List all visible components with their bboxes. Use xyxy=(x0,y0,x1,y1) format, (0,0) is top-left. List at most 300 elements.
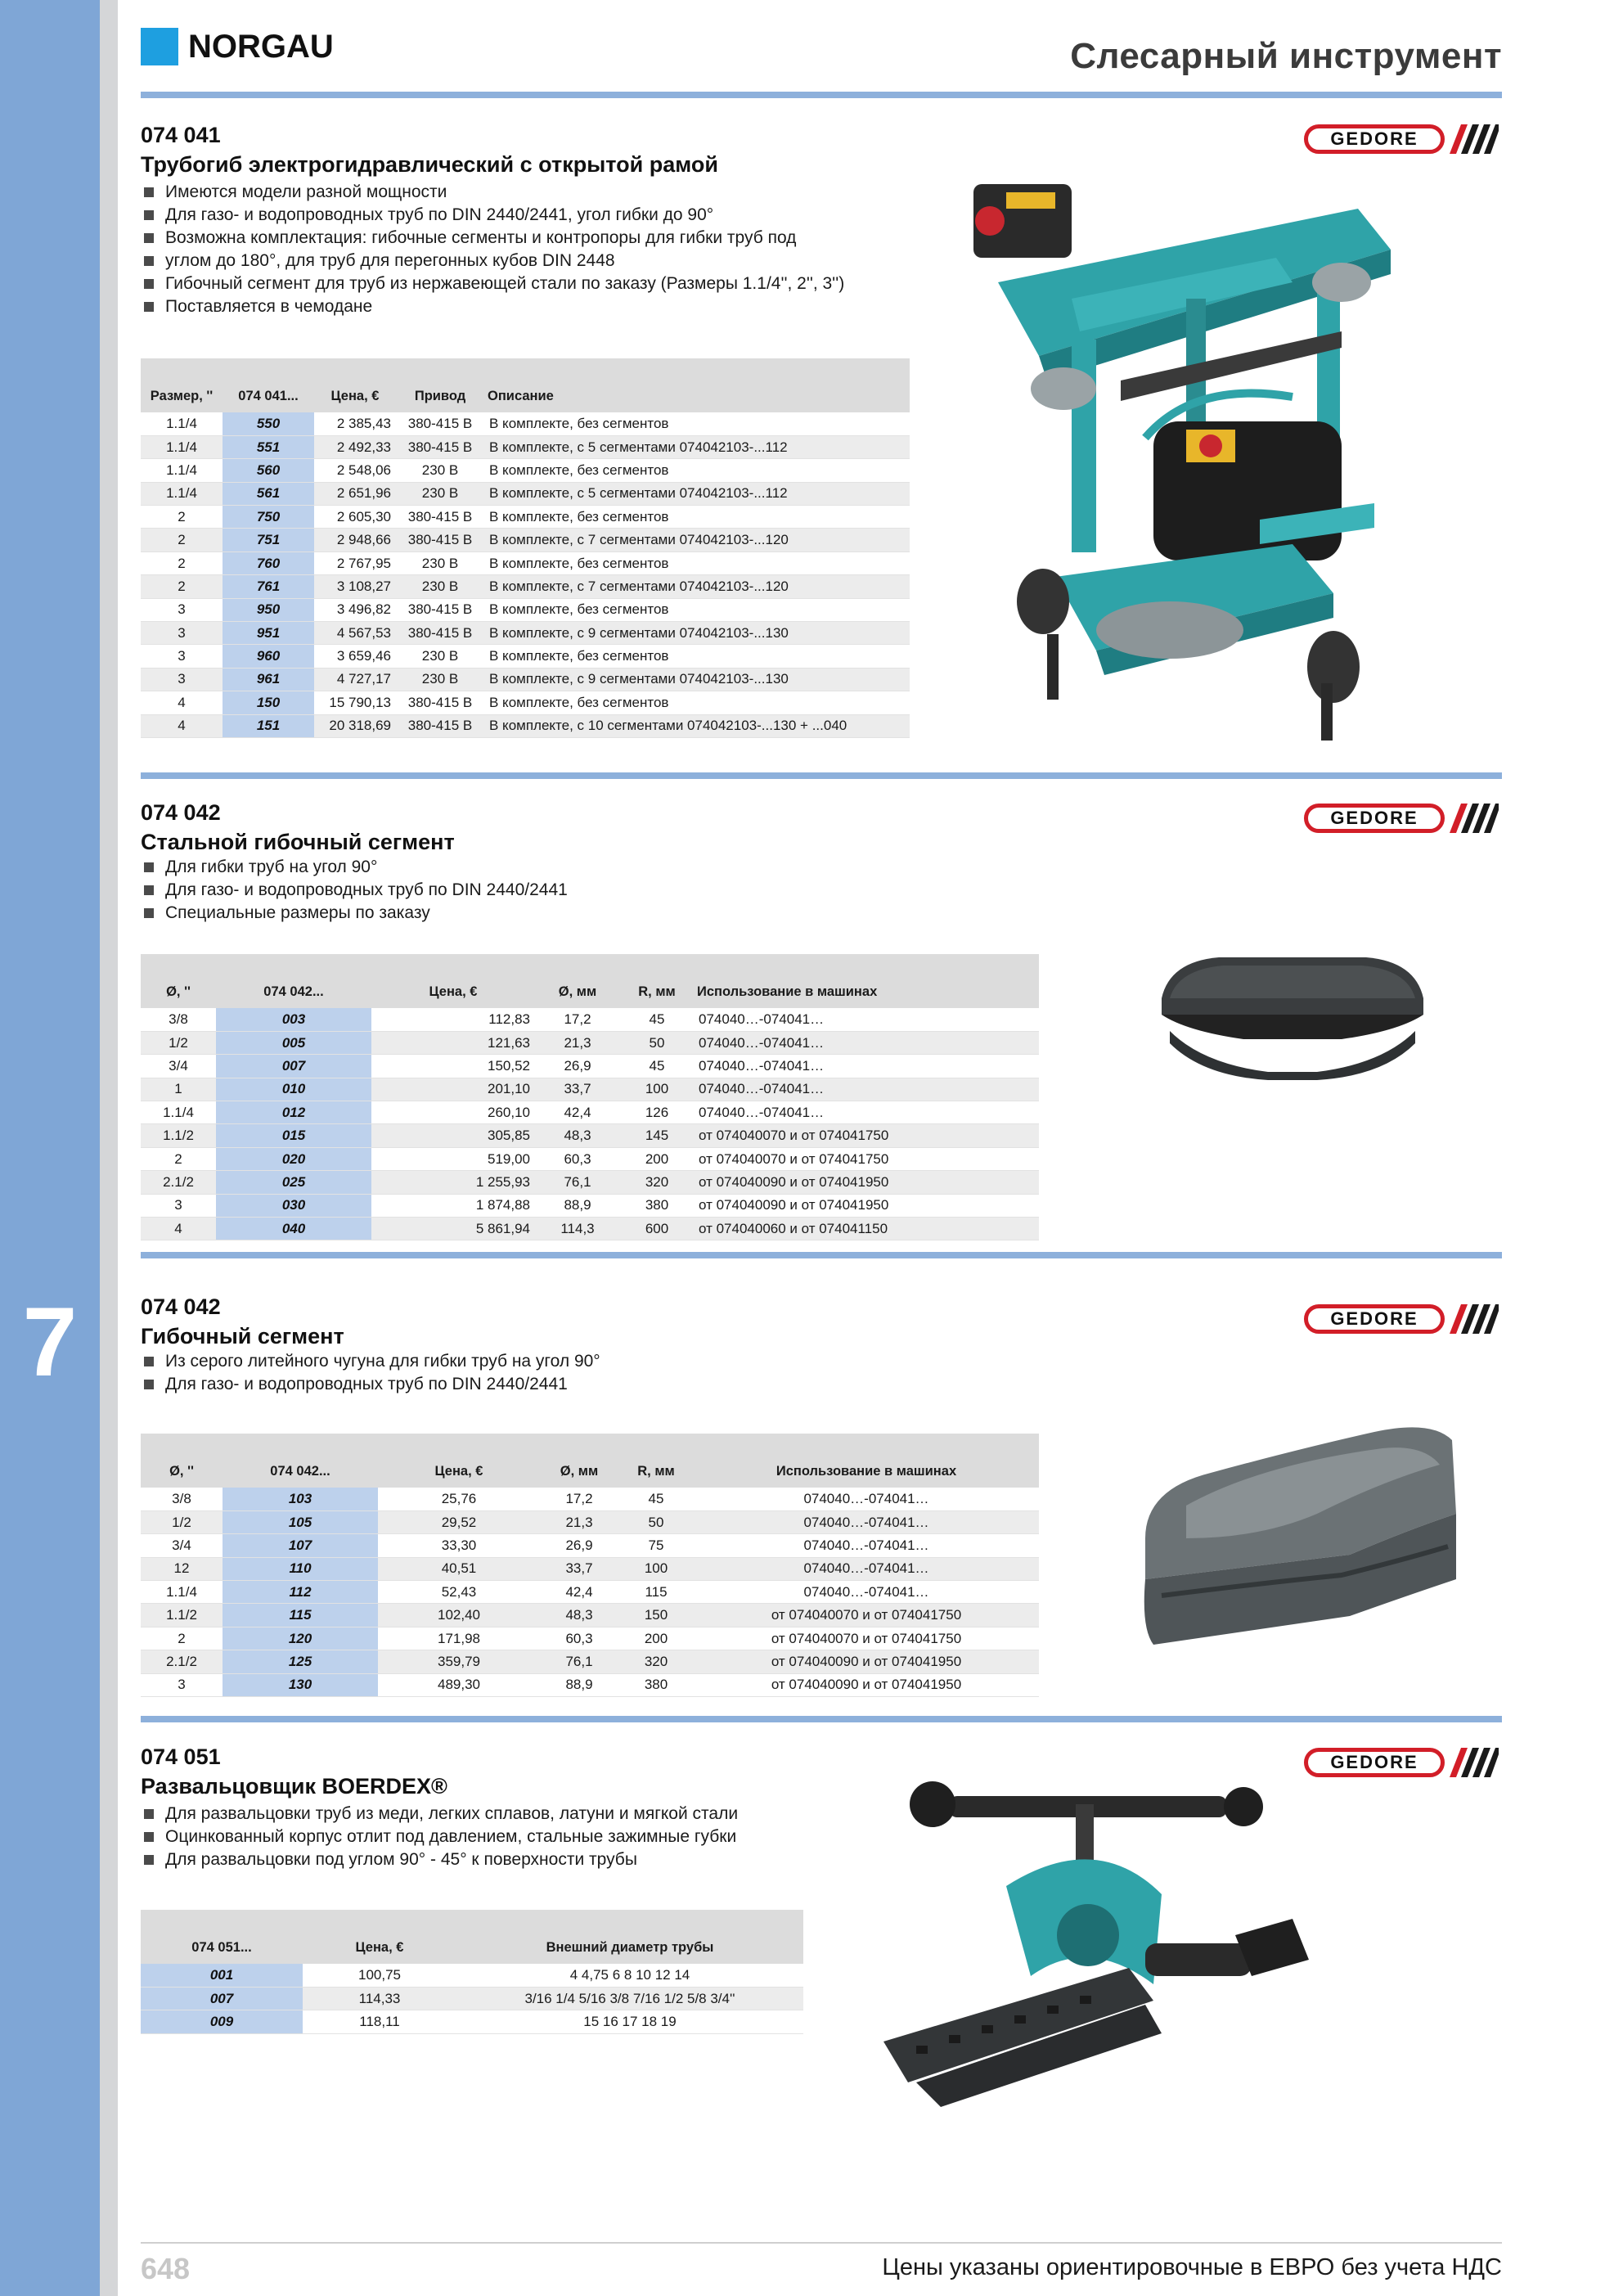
table-cell: 100 xyxy=(620,1078,694,1101)
table-cell: от 074040070 и от 074041750 xyxy=(694,1627,1039,1650)
table-cell: 3/4 xyxy=(141,1055,216,1078)
table-cell: 25,76 xyxy=(378,1488,540,1510)
table-cell: 12 xyxy=(141,1557,223,1580)
table-cell: 1.1/4 xyxy=(141,482,223,505)
table-cell: 4 xyxy=(141,714,223,737)
side-band xyxy=(0,0,100,2296)
table-cell: 320 xyxy=(618,1650,694,1673)
section-divider xyxy=(141,772,1502,779)
section-title: Слесарный инструмент xyxy=(1070,36,1502,76)
gedore-stripes-icon xyxy=(1448,123,1499,155)
column-header: Цена, € xyxy=(303,1910,456,1964)
article-number-cell: 130 xyxy=(223,1673,378,1696)
table-row xyxy=(141,1534,1039,1557)
table-row xyxy=(141,1218,1039,1240)
brand-name: NORGAU xyxy=(188,29,334,65)
section-heading: Гибочный сегмент xyxy=(141,1324,344,1348)
table-cell: 3 659,46 xyxy=(314,645,396,668)
table-cell: 380-415 В xyxy=(396,529,484,551)
table-cell: 260,10 xyxy=(371,1101,535,1124)
table-cell: 1/2 xyxy=(141,1510,223,1533)
article-number-cell: 030 xyxy=(216,1194,371,1217)
column-header: Цена, € xyxy=(378,1434,540,1488)
article-number-cell: 015 xyxy=(216,1124,371,1147)
table-cell: 5 861,94 xyxy=(371,1218,535,1240)
table-cell: 200 xyxy=(618,1627,694,1650)
feature-item: Возможна комплектация: гибочные сегменты и контропоры для гибки труб под xyxy=(144,227,844,250)
article-number-cell: 012 xyxy=(216,1101,371,1124)
table-row xyxy=(141,1581,1039,1604)
table-cell: 380-415 В xyxy=(396,598,484,621)
table-cell: В комплекте, без сегментов xyxy=(484,691,910,714)
table-cell: 40,51 xyxy=(378,1557,540,1580)
article-number-cell: 550 xyxy=(223,412,314,435)
table-cell: 230 В xyxy=(396,551,484,574)
table-row xyxy=(141,506,910,529)
table-cell: 1 874,88 xyxy=(371,1194,535,1217)
table-row xyxy=(141,714,910,737)
table-cell: 33,30 xyxy=(378,1534,540,1557)
table-cell: 2 xyxy=(141,551,223,574)
section-heading: Развальцовщик BOERDEX® xyxy=(141,1774,447,1799)
table-cell: 50 xyxy=(618,1510,694,1533)
table-cell: В комплекте, с 7 сегментами 074042103-...120 xyxy=(484,529,910,551)
feature-list xyxy=(144,1803,738,1871)
price-table xyxy=(141,954,1039,1240)
table-cell: 2 xyxy=(141,1147,216,1170)
table-cell: 88,9 xyxy=(540,1673,618,1696)
table-cell: 201,10 xyxy=(371,1078,535,1101)
article-number-cell: 761 xyxy=(223,575,314,598)
table-row xyxy=(141,412,910,435)
table-cell: 359,79 xyxy=(378,1650,540,1673)
table-cell: 42,4 xyxy=(540,1581,618,1604)
table-cell: В комплекте, с 5 сегментами 074042103-...112 xyxy=(484,435,910,458)
column-header: Использование в машинах xyxy=(694,954,1039,1008)
gedore-logo xyxy=(1304,1303,1499,1335)
gedore-stripes-icon xyxy=(1448,802,1499,835)
table-row xyxy=(141,1171,1039,1194)
table-cell: 489,30 xyxy=(378,1673,540,1696)
article-number-cell: 125 xyxy=(223,1650,378,1673)
table-cell: 1.1/2 xyxy=(141,1604,223,1627)
table-cell: В комплекте, без сегментов xyxy=(484,412,910,435)
table-cell: В комплекте, без сегментов xyxy=(484,506,910,529)
table-cell: 150,52 xyxy=(371,1055,535,1078)
feature-item: Для газо- и водопроводных труб по DIN 2440/2441 xyxy=(144,1373,600,1396)
article-number-cell: 951 xyxy=(223,622,314,645)
table-cell: 45 xyxy=(620,1008,694,1031)
table-cell: 380-415 В xyxy=(396,435,484,458)
pipe-bender-image xyxy=(949,160,1407,749)
table-row xyxy=(141,1987,803,2010)
article-number-cell: 040 xyxy=(216,1218,371,1240)
gedore-logo-text: GEDORE xyxy=(1304,1748,1445,1777)
table-cell: 2 767,95 xyxy=(314,551,396,574)
table-cell: 380-415 В xyxy=(396,412,484,435)
table-cell: 2.1/2 xyxy=(141,1171,216,1194)
brand-logo-square xyxy=(141,28,178,65)
table-cell: 200 xyxy=(620,1147,694,1170)
table-cell: 60,3 xyxy=(540,1627,618,1650)
section-heading: Стальной гибочный сегмент xyxy=(141,830,455,854)
article-number-cell: 105 xyxy=(223,1510,378,1533)
table-cell: 2 xyxy=(141,529,223,551)
column-header: Описание xyxy=(484,358,910,412)
table-cell: 114,3 xyxy=(535,1218,620,1240)
table-cell: 4 727,17 xyxy=(314,668,396,691)
column-header: Привод xyxy=(396,358,484,412)
table-cell: 145 xyxy=(620,1124,694,1147)
table-row xyxy=(141,575,910,598)
table-row xyxy=(141,668,910,691)
table-cell: от 074040090 и от 074041950 xyxy=(694,1171,1039,1194)
table-cell: 380-415 В xyxy=(396,714,484,737)
table-row xyxy=(141,1557,1039,1580)
table-cell: 26,9 xyxy=(540,1534,618,1557)
table-cell: от 074040070 и от 074041750 xyxy=(694,1124,1039,1147)
table-row xyxy=(141,622,910,645)
table-cell: В комплекте, с 5 сегментами 074042103-...112 xyxy=(484,482,910,505)
table-cell: 21,3 xyxy=(540,1510,618,1533)
table-cell: 20 318,69 xyxy=(314,714,396,737)
feature-item: Для развальцовки под углом 90° - 45° к поверхности трубы xyxy=(144,1848,738,1871)
section-code: 074 041 xyxy=(141,123,221,147)
table-cell: 3 xyxy=(141,645,223,668)
price-table xyxy=(141,358,910,738)
section-divider xyxy=(141,92,1502,98)
column-header: Ø, '' xyxy=(141,954,216,1008)
table-cell: от 074040060 и от 074041150 xyxy=(694,1218,1039,1240)
footer-divider xyxy=(141,2242,1502,2244)
table-cell: 4 4,75 6 8 10 12 14 xyxy=(456,1964,803,1987)
table-cell: 102,40 xyxy=(378,1604,540,1627)
table-cell: 3 496,82 xyxy=(314,598,396,621)
feature-list xyxy=(144,181,844,318)
table-cell: 3/8 xyxy=(141,1488,223,1510)
table-cell: 3 108,27 xyxy=(314,575,396,598)
article-number-cell: 950 xyxy=(223,598,314,621)
table-cell: 45 xyxy=(620,1055,694,1078)
table-cell: 3 xyxy=(141,598,223,621)
table-cell: 230 В xyxy=(396,482,484,505)
table-cell: от 074040090 и от 074041950 xyxy=(694,1650,1039,1673)
table-cell: 074040…-074041… xyxy=(694,1488,1039,1510)
column-header: Ø, мм xyxy=(540,1434,618,1488)
table-row xyxy=(141,1604,1039,1627)
feature-item: Специальные размеры по заказу xyxy=(144,902,568,925)
table-cell: от 074040070 и от 074041750 xyxy=(694,1147,1039,1170)
table-cell: 1.1/4 xyxy=(141,435,223,458)
table-row xyxy=(141,1147,1039,1170)
feature-item: Для развальцовки труб из меди, легких сплавов, латуни и мягкой стали xyxy=(144,1803,738,1826)
section-code: 074 042 xyxy=(141,1294,221,1319)
table-cell: 1.1/4 xyxy=(141,459,223,482)
table-cell: 118,11 xyxy=(303,2010,456,2033)
table-cell: 600 xyxy=(620,1218,694,1240)
table-cell: 76,1 xyxy=(540,1650,618,1673)
table-cell: 48,3 xyxy=(535,1124,620,1147)
table-cell: 3/8 xyxy=(141,1008,216,1031)
table-cell: 2 xyxy=(141,506,223,529)
table-cell: В комплекте, с 9 сегментами 074042103-...130 xyxy=(484,622,910,645)
table-cell: 320 xyxy=(620,1171,694,1194)
gedore-logo-text: GEDORE xyxy=(1304,1304,1445,1334)
gedore-stripes-icon xyxy=(1448,1746,1499,1779)
article-number-cell: 961 xyxy=(223,668,314,691)
column-header: Внешний диаметр трубы xyxy=(456,1910,803,1964)
table-cell: 1/2 xyxy=(141,1031,216,1054)
article-number-cell: 561 xyxy=(223,482,314,505)
table-cell: 074040…-074041… xyxy=(694,1078,1039,1101)
article-number-cell: 009 xyxy=(141,2010,303,2033)
table-cell: В комплекте, без сегментов xyxy=(484,551,910,574)
feature-item: Для гибки труб на угол 90° xyxy=(144,856,568,879)
table-cell: В комплекте, с 9 сегментами 074042103-...130 xyxy=(484,668,910,691)
table-cell: 50 xyxy=(620,1031,694,1054)
table-cell: 88,9 xyxy=(535,1194,620,1217)
price-table xyxy=(141,1910,803,2034)
table-row xyxy=(141,1488,1039,1510)
feature-list xyxy=(144,1350,600,1396)
table-cell: 60,3 xyxy=(535,1147,620,1170)
table-cell: 3/16 1/4 5/16 3/8 7/16 1/2 5/8 3/4'' xyxy=(456,1987,803,2010)
table-cell: от 074040070 и от 074041750 xyxy=(694,1604,1039,1627)
steel-segment-image xyxy=(1153,941,1432,1080)
gedore-logo-text: GEDORE xyxy=(1304,124,1445,154)
page-number: 648 xyxy=(141,2252,191,2285)
article-number-cell: 001 xyxy=(141,1964,303,1987)
table-cell: 2 xyxy=(141,575,223,598)
table-cell: 2 605,30 xyxy=(314,506,396,529)
table-cell: 29,52 xyxy=(378,1510,540,1533)
table-cell: 33,7 xyxy=(535,1078,620,1101)
table-cell: 126 xyxy=(620,1101,694,1124)
table-cell: 074040…-074041… xyxy=(694,1101,1039,1124)
table-cell: 230 В xyxy=(396,645,484,668)
column-header: Ø, мм xyxy=(535,954,620,1008)
table-cell: 75 xyxy=(618,1534,694,1557)
price-table xyxy=(141,1434,1039,1697)
table-row xyxy=(141,598,910,621)
table-cell: 26,9 xyxy=(535,1055,620,1078)
section-code: 074 051 xyxy=(141,1745,221,1769)
table-row xyxy=(141,1673,1039,1696)
article-number-cell: 120 xyxy=(223,1627,378,1650)
table-cell: 3/4 xyxy=(141,1534,223,1557)
article-number-cell: 551 xyxy=(223,435,314,458)
table-cell: 2.1/2 xyxy=(141,1650,223,1673)
table-cell: 230 В xyxy=(396,575,484,598)
table-row xyxy=(141,1031,1039,1054)
table-row xyxy=(141,551,910,574)
table-cell: 074040…-074041… xyxy=(694,1031,1039,1054)
table-cell: 15 790,13 xyxy=(314,691,396,714)
table-row xyxy=(141,2010,803,2033)
feature-item: Для газо- и водопроводных труб по DIN 2440/2441 xyxy=(144,879,568,902)
article-number-cell: 003 xyxy=(216,1008,371,1031)
table-row xyxy=(141,1124,1039,1147)
table-cell: 121,63 xyxy=(371,1031,535,1054)
gedore-logo-text: GEDORE xyxy=(1304,804,1445,833)
table-cell: 1.1/4 xyxy=(141,1101,216,1124)
table-cell: 3 xyxy=(141,668,223,691)
table-cell: 1 255,93 xyxy=(371,1171,535,1194)
article-number-cell: 107 xyxy=(223,1534,378,1557)
article-number-cell: 007 xyxy=(216,1055,371,1078)
table-cell: 2 548,06 xyxy=(314,459,396,482)
table-cell: 380 xyxy=(618,1673,694,1696)
table-cell: 171,98 xyxy=(378,1627,540,1650)
article-number-cell: 151 xyxy=(223,714,314,737)
table-cell: 100 xyxy=(618,1557,694,1580)
gedore-logo xyxy=(1304,123,1499,155)
article-number-cell: 115 xyxy=(223,1604,378,1627)
feature-item: Оцинкованный корпус отлит под давлением, стальные зажимные губки xyxy=(144,1826,738,1848)
column-header: 074 042... xyxy=(216,954,371,1008)
table-row xyxy=(141,1008,1039,1031)
table-cell: 15 16 17 18 19 xyxy=(456,2010,803,2033)
table-cell: 21,3 xyxy=(535,1031,620,1054)
feature-item: Для газо- и водопроводных труб по DIN 2440/2441, угол гибки до 90° xyxy=(144,204,844,227)
table-cell: 45 xyxy=(618,1488,694,1510)
column-header: Цена, € xyxy=(371,954,535,1008)
table-cell: В комплекте, без сегментов xyxy=(484,645,910,668)
table-cell: 17,2 xyxy=(535,1008,620,1031)
table-cell: 2 xyxy=(141,1627,223,1650)
column-header: R, мм xyxy=(620,954,694,1008)
table-cell: 074040…-074041… xyxy=(694,1534,1039,1557)
article-number-cell: 560 xyxy=(223,459,314,482)
table-cell: 3 xyxy=(141,622,223,645)
article-number-cell: 760 xyxy=(223,551,314,574)
article-number-cell: 010 xyxy=(216,1078,371,1101)
table-cell: 074040…-074041… xyxy=(694,1055,1039,1078)
table-cell: 4 xyxy=(141,1218,216,1240)
table-row xyxy=(141,1194,1039,1217)
table-cell: 2 948,66 xyxy=(314,529,396,551)
article-number-cell: 751 xyxy=(223,529,314,551)
table-cell: 074040…-074041… xyxy=(694,1008,1039,1031)
table-cell: 114,33 xyxy=(303,1987,456,2010)
table-cell: 3 xyxy=(141,1673,223,1696)
article-number-cell: 112 xyxy=(223,1581,378,1604)
table-row xyxy=(141,645,910,668)
table-cell: 42,4 xyxy=(535,1101,620,1124)
gedore-stripes-icon xyxy=(1448,1303,1499,1335)
column-header: Размер, '' xyxy=(141,358,223,412)
article-number-cell: 020 xyxy=(216,1147,371,1170)
article-number-cell: 005 xyxy=(216,1031,371,1054)
table-row xyxy=(141,435,910,458)
table-cell: 33,7 xyxy=(540,1557,618,1580)
column-header: 074 042... xyxy=(223,1434,378,1488)
chapter-number: 7 xyxy=(22,1287,78,1397)
table-cell: 48,3 xyxy=(540,1604,618,1627)
article-number-cell: 007 xyxy=(141,1987,303,2010)
table-row xyxy=(141,482,910,505)
table-cell: 115 xyxy=(618,1581,694,1604)
column-header: Цена, € xyxy=(314,358,396,412)
table-cell: 519,00 xyxy=(371,1147,535,1170)
article-number-cell: 750 xyxy=(223,506,314,529)
article-number-cell: 103 xyxy=(223,1488,378,1510)
table-cell: 52,43 xyxy=(378,1581,540,1604)
table-row xyxy=(141,691,910,714)
article-number-cell: 960 xyxy=(223,645,314,668)
table-cell: 380-415 В xyxy=(396,622,484,645)
column-header: 074 051... xyxy=(141,1910,303,1964)
table-cell: 074040…-074041… xyxy=(694,1557,1039,1580)
table-cell: 100,75 xyxy=(303,1964,456,1987)
table-row xyxy=(141,1627,1039,1650)
table-cell: 150 xyxy=(618,1604,694,1627)
table-cell: 112,83 xyxy=(371,1008,535,1031)
table-cell: 2 492,33 xyxy=(314,435,396,458)
table-row xyxy=(141,1510,1039,1533)
section-code: 074 042 xyxy=(141,800,221,825)
table-row xyxy=(141,459,910,482)
article-number-cell: 110 xyxy=(223,1557,378,1580)
feature-list xyxy=(144,856,568,925)
table-cell: 230 В xyxy=(396,459,484,482)
column-header: Ø, '' xyxy=(141,1434,223,1488)
gedore-logo xyxy=(1304,802,1499,835)
table-cell: 2 651,96 xyxy=(314,482,396,505)
table-cell: 1.1/4 xyxy=(141,412,223,435)
column-header: Использование в машинах xyxy=(694,1434,1039,1488)
table-cell: 3 xyxy=(141,1194,216,1217)
column-header: 074 041... xyxy=(223,358,314,412)
table-row xyxy=(141,1650,1039,1673)
table-cell: В комплекте, с 10 сегментами 074042103-...130 + ...040 xyxy=(484,714,910,737)
section-divider xyxy=(141,1716,1502,1722)
table-cell: В комплекте, без сегментов xyxy=(484,459,910,482)
table-cell: 380-415 В xyxy=(396,691,484,714)
feature-item: Гибочный сегмент для труб из нержавеющей стали по заказу (Размеры 1.1/4'', 2'', 3'') xyxy=(144,272,844,295)
side-rule xyxy=(100,0,118,2296)
section-divider xyxy=(141,1252,1502,1258)
table-cell: 4 567,53 xyxy=(314,622,396,645)
table-row xyxy=(141,529,910,551)
column-header: R, мм xyxy=(618,1434,694,1488)
table-cell: 76,1 xyxy=(535,1171,620,1194)
feature-item-continued: углом до 180°, для труб для перегонных кубов DIN 2448 xyxy=(144,250,844,272)
cast-iron-segment-image xyxy=(1137,1416,1464,1653)
table-cell: от 074040090 и от 074041950 xyxy=(694,1673,1039,1696)
table-cell: 17,2 xyxy=(540,1488,618,1510)
feature-item: Поставляется в чемодане xyxy=(144,295,844,318)
flaring-tool-image xyxy=(883,1772,1342,2115)
table-row xyxy=(141,1055,1039,1078)
article-number-cell: 025 xyxy=(216,1171,371,1194)
table-cell: 2 385,43 xyxy=(314,412,396,435)
table-row xyxy=(141,1078,1039,1101)
table-cell: 1 xyxy=(141,1078,216,1101)
table-cell: В комплекте, с 7 сегментами 074042103-...120 xyxy=(484,575,910,598)
table-cell: 230 В xyxy=(396,668,484,691)
feature-item: Имеются модели разной мощности xyxy=(144,181,844,204)
table-row xyxy=(141,1101,1039,1124)
table-cell: 305,85 xyxy=(371,1124,535,1147)
table-cell: 380 xyxy=(620,1194,694,1217)
article-number-cell: 150 xyxy=(223,691,314,714)
table-row xyxy=(141,1964,803,1987)
table-cell: 380-415 В xyxy=(396,506,484,529)
footer-note: Цены указаны ориентировочные в ЕВРО без учета НДС xyxy=(882,2254,1502,2280)
table-cell: 4 xyxy=(141,691,223,714)
table-cell: 074040…-074041… xyxy=(694,1581,1039,1604)
